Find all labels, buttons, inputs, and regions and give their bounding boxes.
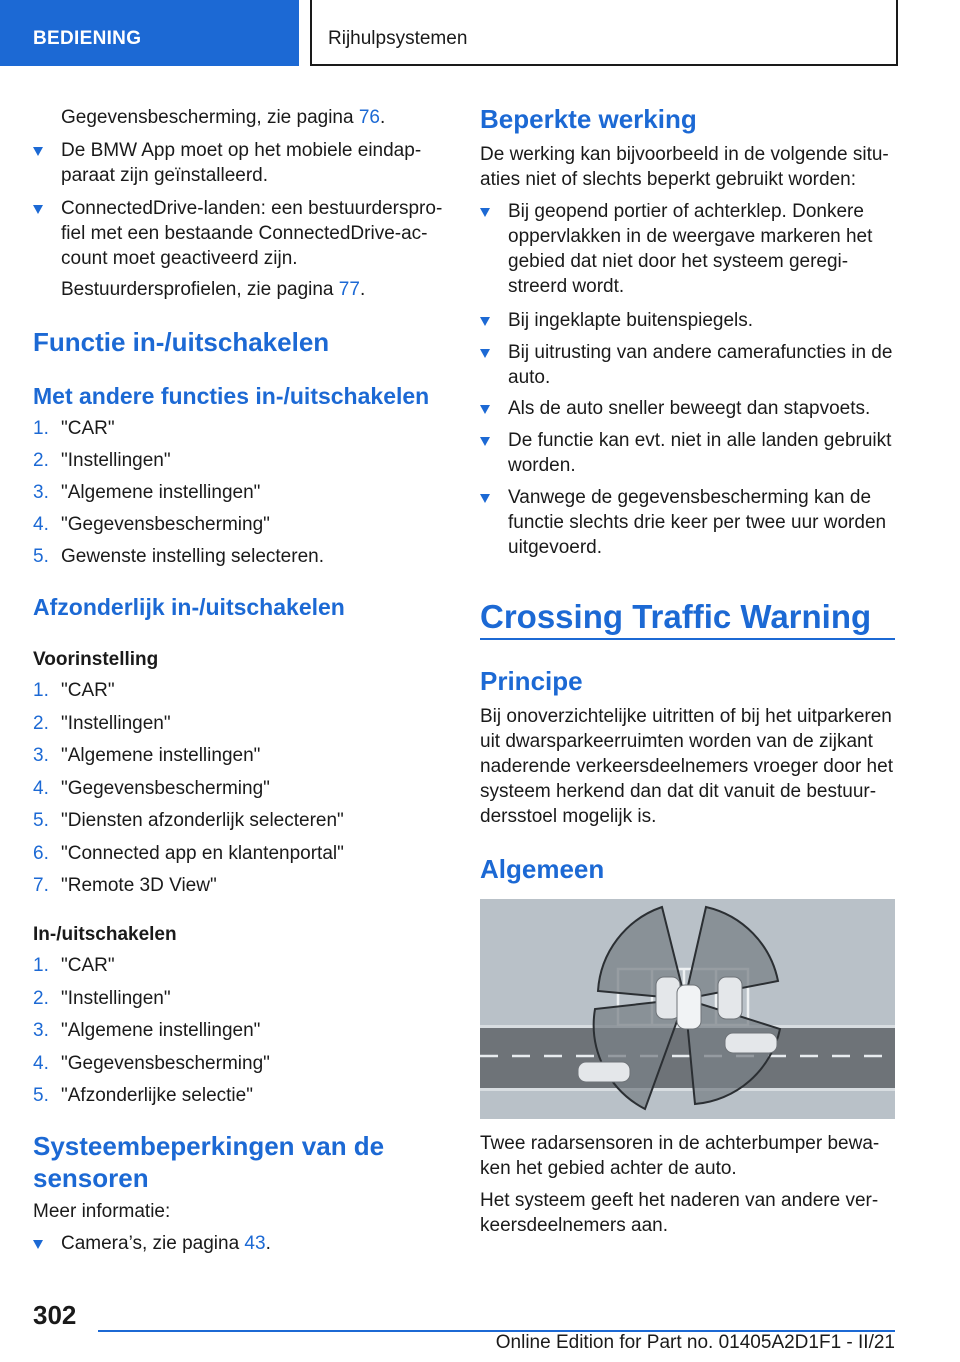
road <box>480 1027 895 1089</box>
approaching-car-right <box>725 1033 777 1053</box>
list-item: 4. "Gegevensbescherming" <box>33 514 270 535</box>
bullet-triangle-icon <box>480 317 490 326</box>
list-item: 1. "CAR" <box>33 680 115 701</box>
heading-inuit: In-/uitschakelen <box>33 924 177 945</box>
heading-voorinstelling: Voorinstelling <box>33 649 159 670</box>
bullet-item: Bij geopend portier of achterklep. Donkere oppervlakken in de weergave markeren het gebied dat niet door het systeem geregistreerd wordt. <box>480 199 895 299</box>
ego-car <box>677 985 701 1029</box>
bullet-triangle-icon <box>480 405 490 414</box>
bullet-item: De functie kan evt. niet in alle landen gebruikt worden. <box>480 428 895 478</box>
bullet-item: De BMW App moet op het mobiele eindapparaat zijn geïnstalleerd. <box>33 138 450 188</box>
radar-illustration <box>480 899 895 1119</box>
list-item: 1. "CAR" <box>33 418 115 439</box>
caption-2: Het systeem geeft het naderen van andere verkeersdeelnemers aan. <box>480 1190 879 1236</box>
bullet-item: Camera’s, zie pagina 43. <box>33 1231 450 1256</box>
bullet-item: Bij uitrusting van andere camerafuncties in de auto. <box>480 340 895 390</box>
bullet-triangle-icon <box>480 208 490 217</box>
heading-met-andere: Met andere functies in-/uitschakelen <box>33 383 430 409</box>
bullet-triangle-icon <box>33 205 43 214</box>
list-item: 1. "CAR" <box>33 955 115 976</box>
list-a <box>33 416 450 576</box>
list-item: 5. "Diensten afzonderlijk selecteren" <box>33 810 344 831</box>
bullet-triangle-icon <box>480 437 490 446</box>
list-item: 7. "Remote 3D View" <box>33 875 217 896</box>
principe-text: Bij onoverzichtelijke uitritten of bij het uitparkeren uit dwarsparkeerruimten worden van de zijkant naderende verkeersdeelnemers vroeger door het systeem herkend dan dat dit vanuit de bestuurdersstoel mogelijk is. <box>480 706 893 827</box>
beperkte-intro: De werking kan bijvoorbeeld in de volgende situaties niet of slechts beperkt gebruikt worden: <box>480 144 889 190</box>
list-item: 3. "Algemene instellingen" <box>33 1020 261 1041</box>
bullet-item: Vanwege de gegevensbescherming kan de functie slechts drie keer per twee uur worden uitgevoerd. <box>480 485 895 560</box>
heading-systeembeperkingen: Systeembeperkingen van de sensoren <box>33 1131 385 1193</box>
profile-reference: Bestuurdersprofielen, zie pagina 77. <box>61 279 366 300</box>
approaching-car-left <box>578 1062 630 1082</box>
list-item: 5. "Afzonderlijke selectie" <box>33 1085 253 1106</box>
chapter-tab <box>310 0 898 66</box>
heading-algemeen: Algemeen <box>480 854 605 884</box>
list-item: 5. Gewenste instelling selecteren. <box>33 546 324 567</box>
bullet-item: ConnectedDrive-landen: een bestuurdersprofiel met een bestaande ConnectedDrive-account moet geactiveerd zijn. <box>33 196 450 271</box>
page-link-76[interactable]: 76 <box>358 107 380 128</box>
heading-crossing-traffic: Crossing Traffic Warning <box>480 598 872 635</box>
list-b <box>33 678 450 906</box>
privacy-reference: Gegevensbescherming, zie pagina 76. <box>61 107 386 128</box>
list-item: 3. "Algemene instellingen" <box>33 745 261 766</box>
page-number: 302 <box>33 1300 77 1330</box>
heading-afzonderlijk: Afzonderlijk in-/uitschakelen <box>33 594 345 620</box>
parked-car <box>718 977 742 1019</box>
list-item: 2. "Instellingen" <box>33 450 171 471</box>
chapter-title: Rijhulpsystemen <box>328 28 468 49</box>
bullet-triangle-icon <box>480 349 490 358</box>
parked-car <box>656 977 680 1019</box>
page-link-43[interactable]: 43 <box>244 1233 266 1254</box>
section-title: BEDIENING <box>33 28 142 49</box>
page-link-77[interactable]: 77 <box>338 279 360 300</box>
section-tab <box>0 0 299 66</box>
bullet-item: Als de auto sneller beweegt dan stapvoets. <box>480 396 895 421</box>
list-item: 3. "Algemene instellingen" <box>33 482 261 503</box>
edition-info: Online Edition for Part no. 01405A2D1F1 - II/21 <box>495 1332 895 1353</box>
caption-1: Twee radarsensoren in de achterbumper bewaken het gebied achter de auto. <box>480 1133 880 1179</box>
heading-rule <box>480 638 895 640</box>
meer-informatie: Meer informatie: <box>33 1201 171 1222</box>
bullet-triangle-icon <box>33 147 43 156</box>
bullet-triangle-icon <box>480 494 490 503</box>
list-item: 4. "Gegevensbescherming" <box>33 1052 270 1074</box>
crossing-traffic-diagram <box>480 899 895 1119</box>
bullet-triangle-icon <box>33 1240 43 1249</box>
list-item: 2. "Instellingen" <box>33 712 171 734</box>
list-c <box>33 953 450 1116</box>
heading-functie: Functie in-/uitschakelen <box>33 327 330 357</box>
heading-beperkte: Beperkte werking <box>480 104 697 134</box>
heading-principe: Principe <box>480 666 583 696</box>
list-item: 4. "Gegevensbescherming" <box>33 777 270 799</box>
list-item: 6. "Connected app en klantenportal" <box>33 842 344 864</box>
bullet-item: Bij ingeklapte buitenspiegels. <box>480 308 895 333</box>
list-item: 2. "Instellingen" <box>33 987 171 1009</box>
